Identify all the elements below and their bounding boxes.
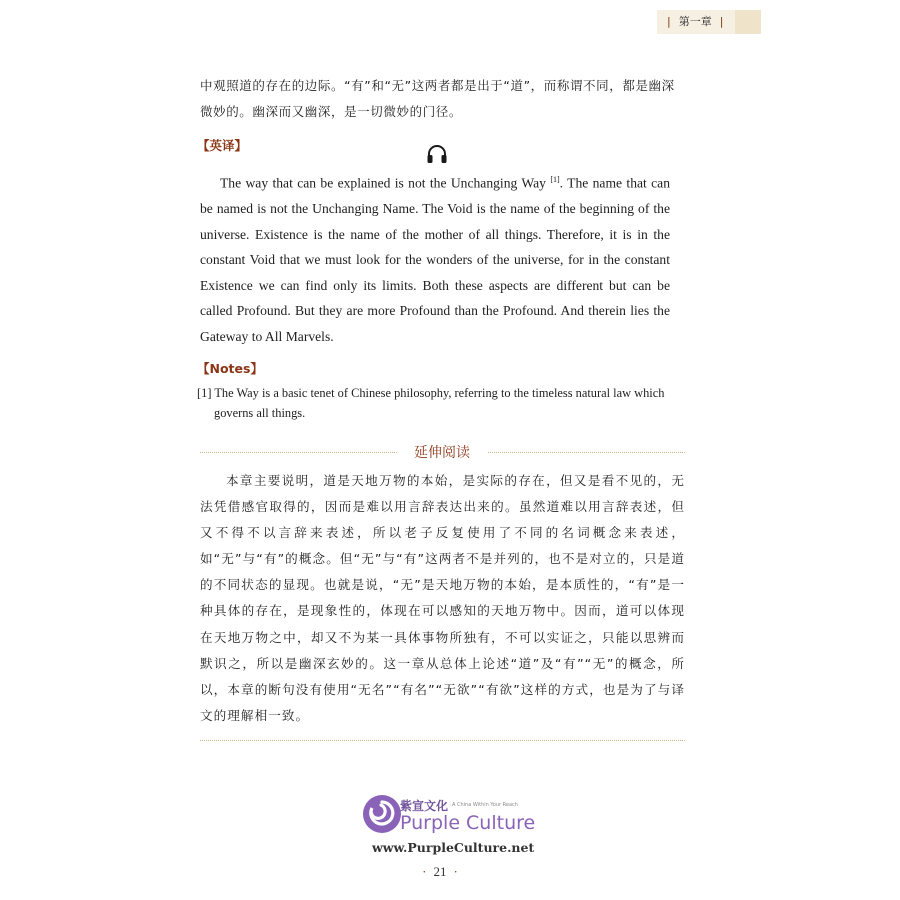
watermark-brand-cn: 紫宣文化 xyxy=(400,799,449,813)
bottom-divider xyxy=(200,740,685,741)
top-chinese-paragraph: 中观照道的存在的边际。“有”和“无”这两者都是出于“道”，而称谓不同，都是幽深微妙的。幽深而又幽深，是一切微妙的门径。 xyxy=(200,78,675,119)
watermark-brand-en: Purple Culture xyxy=(400,812,536,834)
page-number-value: 21 xyxy=(433,864,447,879)
notes-label: 【Notes】 xyxy=(197,361,263,376)
translation-text-start: The way that can be explained is not the Unchanging Way xyxy=(220,175,546,191)
chapter-title: 第一章 xyxy=(678,15,712,28)
watermark xyxy=(360,792,540,856)
english-translation xyxy=(200,167,670,349)
watermark-url: www.PurpleCulture.net xyxy=(372,840,535,855)
note-item: [1] The Way is a basic tenet of Chinese philosophy, referring to the timeless natural law which governs all things. xyxy=(197,386,665,420)
further-reading-title: 延伸阅读 xyxy=(397,442,487,462)
chapter-header: | 第一章 | xyxy=(657,10,761,34)
english-translation-label: 【英译】 xyxy=(197,138,248,153)
footnote-ref[interactable]: [1] xyxy=(550,175,560,184)
further-reading-text: 本章主要说明，道是天地万物的本始，是实际的存在，但又是看不见的，无法凭借感官取得的，因而是难以用言辞表达出来的。虽然道难以用言辞表述，但又不得不以言辞来表述，所以老子反复使用了不同的名词概念来表述，如“无”与“有”的概念。但“无”与“有”这两者不是并列的，也不是对立的，只是道的不同状态的显现。也就是说，“无”是天地万物的本始，是本质性的，“有”是一种具体的存在，是现象性的，体现在可以感知的天地万物中。因而，道可以体现在天地万物之中，却又不为某一具体事物所独有，不可以实证之，只能以思辨而默识之，所以是幽深玄妙的。这一章从总体上论述“道”及“有”“无”的概念，所以，本章的断句没有使用“无名”“有名”“无欲”“有欲”这样的方式，也是为了与译文的理解相一致。 xyxy=(200,473,685,723)
translation-text-rest: . The name that can be named is not the Unchanging Name. The Void is the name of the beginning of the universe. Existence is the name of the mother of all things. Therefore, it is in the constant Void that we must look for the wonders of the universe, for in the constant Existence we can find only its limits. Both these aspects are different but can be called Profound. But they are more Profound than the Profound. And therein lies the Gateway to All Marvels. xyxy=(200,175,671,344)
headphones-icon[interactable] xyxy=(426,144,448,164)
header-decoration xyxy=(735,10,761,34)
watermark-tagline: A China Within Your Reach xyxy=(452,802,518,808)
page-number: · 21 · xyxy=(422,864,458,879)
